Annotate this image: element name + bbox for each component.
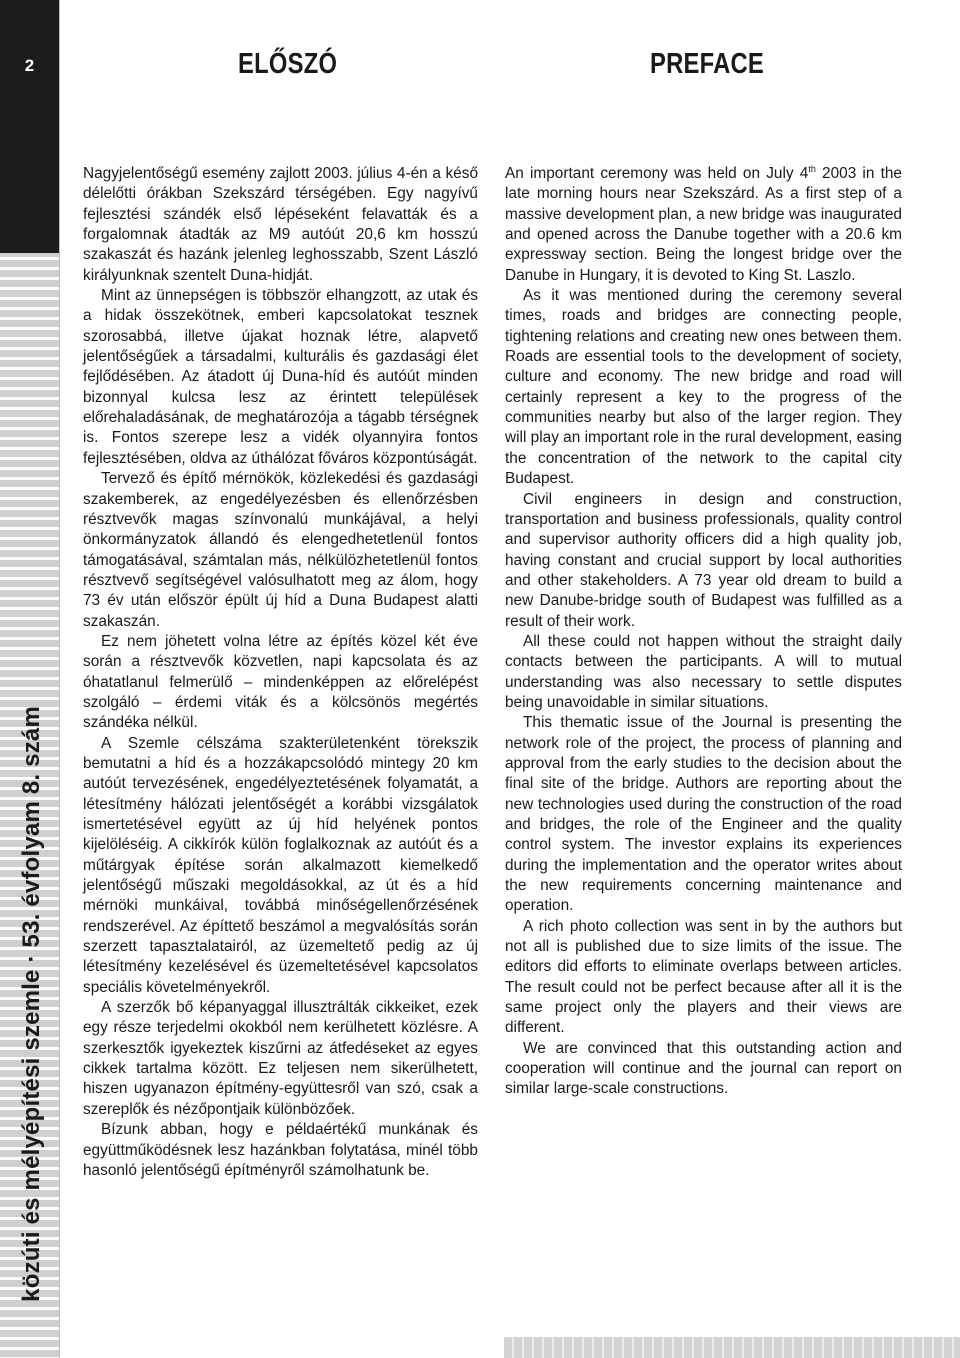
en-paragraph: All these could not happen without the straight daily contacts between the participants. A will to mutual understanding was also necessary to settle disputes being unavoidable in similar situations.: [505, 632, 902, 711]
hu-paragraph: A szerzők bő képanyaggal illusztrálták cikkeiket, ezek egy része terjedelmi okokból nem kerülhetett közlésre. A szerkesztők igyekeztek kiszűrni az átfedéseket az egyes cikkek tartalma között. Ez teljesen nem sikerülhetett, hiszen ugyanazon építmény-együttesről van szó, csak a szereplők és nézőpontjaik különbözőek.: [83, 999, 478, 1118]
hungarian-column: [83, 164, 478, 1181]
hu-paragraph: Ez nem jöhetett volna létre az építés közel két éve során a résztvevők közvetlen, napi kapcsolata és az óhatatlanul felmerülő – mindenképpen az előrelépést szolgáló – érdemi viták és a kölcsönös megértés szándéka nélkül.: [83, 632, 478, 732]
page-number: 2: [24, 56, 35, 75]
heading-hungarian: ELŐSZÓ: [238, 48, 338, 80]
journal-side-title: közúti és mélyépítési szemle · 53. évfolyam 8. szám: [18, 706, 45, 1302]
en-paragraph: A rich photo collection was sent in by the authors but not all is published due to size limits of the issue. The editors did efforts to eliminate overlaps between articles. The result could not be perfect because after all it is the same project only the players and their views are different.: [505, 917, 902, 1037]
hu-paragraph: A Szemle célszáma szakterületenként törekszik bemutatni a híd és a hozzákapcsolódó mintegy 20 km autóút tervezésének, engedélyeztetésének folyamatát, a létesítmény hálózati jelentőségét a korábbi vizsgálatok ismertetésével együtt az új híd helyének pontos kijelöléséig. A cikkírók külön foglalkoznak az autóút és a műtárgyak építése során alkalmazott kiemelkedő jelentőségű műszaki megoldásokkal, az út és a híd mérnöki munkáival, továbbá minőségellenőrzésének rendszerével. Az építtető beszámol a megvalósítás során szerzett tapasztalatairól, az üzemeltető pedig az új létesítmény kezelésével és üzemeltetésével kapcsolatos speciális követelményekről.: [83, 734, 478, 996]
en-first-text: An important ceremony was held on July 4: [505, 165, 809, 182]
page-number-box: [0, 0, 59, 253]
hu-paragraph: Mint az ünnepségen is többször elhangzott, az utak és a hidak összekötnek, emberi kapcsolatokat tesznek szorosabbá, illetve újakat hoznak létre, alapvető jelentőségűek a társadalmi, kulturális és gazdasági élet fejlődésében. Az átadott új Duna-híd és autóút minden bizonnyal kulcsa lesz az érintett települések előrehaladásának, de meghatározója a tágabb térségnek is. Fontos szerepe lesz a vidék olyannyira fontos fejlesztésében, oldva az úthálózat főváros központúságát.: [83, 287, 478, 467]
english-column: [505, 164, 902, 1100]
ordinal-superscript: th: [808, 163, 816, 174]
en-paragraph: [505, 164, 902, 286]
hu-paragraph: Tervező és építő mérnökök, közlekedési és gazdasági szakemberek, az engedélyezésben és ellenőrzésben résztvevők magas színvonalú munkájával, a helyi önkormányzatok állandó és elengedhetetlenül fontos támogatásával, számtalan más, nélkülözhetetlenül fontos résztvevő segítségével valósulhatott meg az álom, hogy 73 év után először épült új híd a Duna Budapest alatti szakaszán.: [83, 470, 478, 630]
heading-english: PREFACE: [650, 48, 765, 80]
en-paragraph: This thematic issue of the Journal is presenting the network role of the project, the process of planning and approval from the early studies to the decision about the final site of the bridge. Authors are reporting about the new technologies used during the construction of the road and bridges, the role of the Engineer and the quality control system. The investor explains its experiences during the implementation and the operator writes about the new requirements concerning maintenance and operation.: [505, 714, 902, 915]
bottom-decorative-bar: [504, 1337, 960, 1358]
en-first-text-rest: 2003 in the late morning hours near Szekszárd. As a first step of a massive development plan, a new bridge was inaugurated and opened across the Danube together with a 20.6 km expressway section. Being the longest bridge over the Danube in Hungary, it is devoted to King St. Laszlo.: [505, 165, 902, 284]
en-paragraph: As it was mentioned during the ceremony several times, roads and bridges are connecting people, tightening relations and creating new ones between them. Roads are essential tools to the development of society, culture and economy. The new bridge and road will certainly represent a key to the progress of the communities nearby but also of the larger region. They will play an important role in the rural development, easing the concentration of the network to the capital city Budapest.: [505, 287, 902, 488]
hu-paragraph: Nagyjelentőségű esemény zajlott 2003. július 4-én a késő délelőtti órákban Szekszárd térségében. Egy nagyívű fejlesztési szándék első lépéseként felavatták és a forgalomnak átadták az M9 autóút 20,6 km hosszú szakaszát és hazánk jelenleg leghosszabb, Szent László királyunknak szentelt Duna-hidját.: [83, 165, 478, 284]
en-paragraph: We are convinced that this outstanding action and cooperation will continue and the journal can report on similar large-scale constructions.: [505, 1039, 902, 1098]
hu-paragraph: Bízunk abban, hogy e példaértékű munkának és együttműködésnek lesz hazánkban folytatása, minél több hasonló jelentőségű építményről számolhatunk be.: [83, 1121, 478, 1179]
en-paragraph: Civil engineers in design and construction, transportation and business professionals, quality control and supervisor authority officers did a high quality job, having constant and crucial support by local authorities and other stakeholders. A 73 year old dream to build a new Danube-bridge south of Budapest was fulfilled as a result of their work.: [505, 490, 902, 630]
